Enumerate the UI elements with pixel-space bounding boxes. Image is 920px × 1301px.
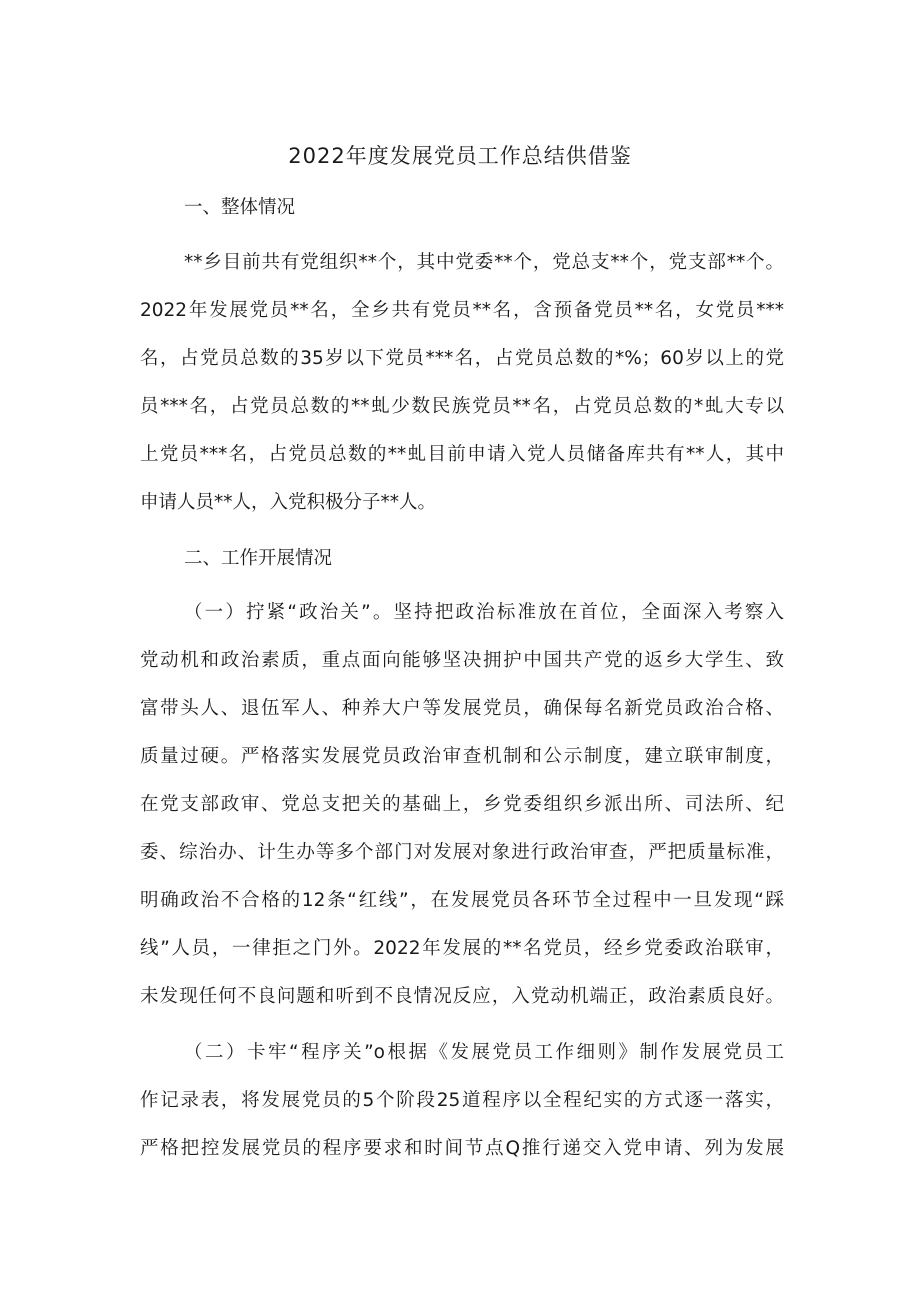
paragraph-line: 未发现任何不良问题和听到不良情况反应，入党动机端正，政治素质良好。 bbox=[140, 986, 784, 1007]
paragraph-line: 作记录表，将发展党员的5个阶段25道程序以全程纪实的方式逐一落实， bbox=[140, 1090, 784, 1111]
paragraph-line: （一）拧紧“政治关”。坚持把政治标准放在首位，全面深入考察入 bbox=[184, 602, 784, 623]
paragraph-line: **乡目前共有党组织**个，其中党委**个，党总支**个，党支部**个。 bbox=[184, 252, 784, 273]
paragraph-line: 申请人员**人，入党积极分子**人。 bbox=[140, 492, 437, 513]
section-heading-work: 二、工作开展情况 bbox=[184, 548, 333, 569]
paragraph-line: 2022年发展党员**名，全乡共有党员**名，含预备党员**名，女党员*** bbox=[140, 300, 784, 321]
section-heading-overview: 一、整体情况 bbox=[184, 197, 296, 218]
document-title: 2022年度发展党员工作总结供借鉴 bbox=[288, 144, 632, 168]
paragraph-line: 员***名，占党员总数的**虬少数民族党员**名，占党员总数的*虬大专以 bbox=[140, 396, 784, 417]
paragraph-line: （二）卡牢“程序关”o根据《发展党员工作细则》制作发展党员工 bbox=[184, 1042, 784, 1063]
paragraph-line: 质量过硬。严格落实发展党员政治审查机制和公示制度，建立联审制度， bbox=[140, 746, 784, 767]
paragraph-line: 委、综治办、计生办等多个部门对发展对象进行政治审查，严把质量标准， bbox=[140, 842, 784, 863]
paragraph-line: 线”人员，一律拒之门外。2022年发展的**名党员，经乡党委政治联审， bbox=[140, 938, 784, 959]
paragraph-line: 上党员***名，占党员总数的**虬目前申请入党人员储备库共有**人，其中 bbox=[140, 444, 784, 465]
paragraph-line: 明确政治不合格的12条“红线”，在发展党员各环节全过程中一旦发现“踩 bbox=[140, 890, 784, 911]
paragraph-line: 党动机和政治素质，重点面向能够坚决拥护中国共产党的返乡大学生、致 bbox=[140, 650, 784, 671]
paragraph-line: 名，占党员总数的35岁以下党员***名，占党员总数的*%；60岁以上的党 bbox=[140, 348, 784, 369]
paragraph-line: 富带头人、退伍军人、种养大户等发展党员，确保每名新党员政治合格、 bbox=[140, 698, 784, 719]
paragraph-line: 严格把控发展党员的程序要求和时间节点Q推行递交入党申请、列为发展 bbox=[140, 1138, 784, 1159]
paragraph-line: 在党支部政审、党总支把关的基础上，乡党委组织乡派出所、司法所、纪 bbox=[140, 794, 784, 815]
